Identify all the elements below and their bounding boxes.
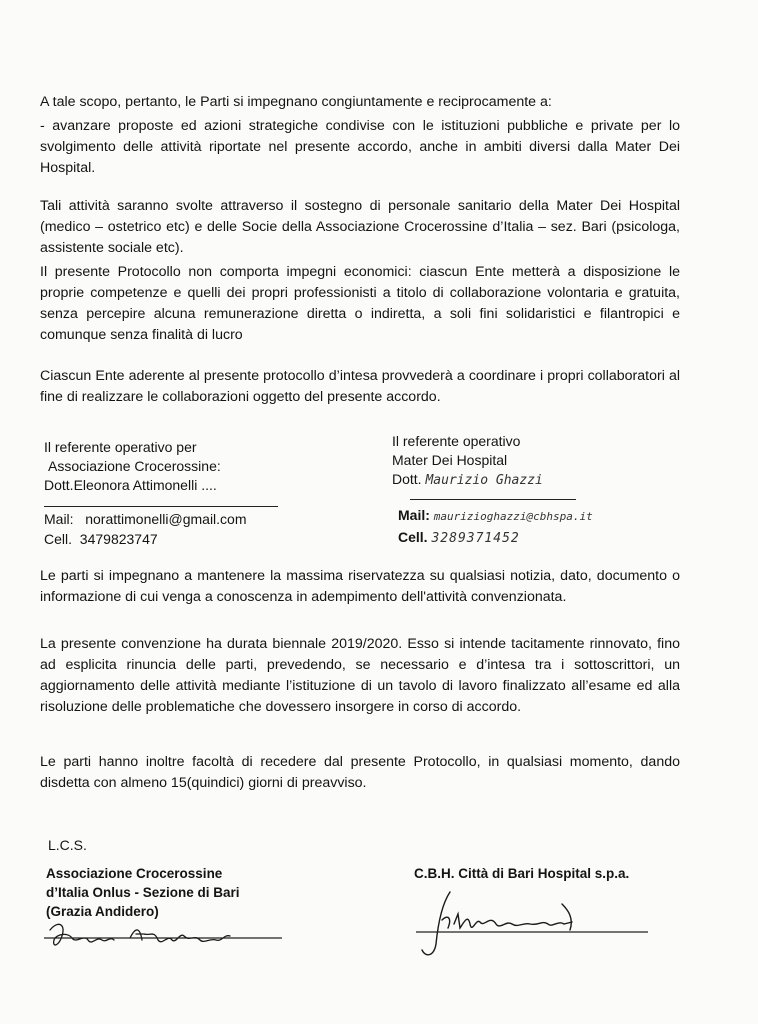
- paragraph-confidentiality: Le parti si impegnano a mantenere la massima riservatezza su qualsiasi notizia, dato, documento o informazione di cui venga a conoscenza in adempimento dell'attività convenzionata.: [40, 568, 680, 605]
- cell-label: Cell.: [44, 531, 73, 547]
- paragraph-duration: La presente convenzione ha durata biennale 2019/2020. Esso si intende tacitamente rinnovato, fino ad esplicita rinuncia delle parti, prevedendo, se necessario e d’intesa tra i sottoscrittori, un aggiornamento delle attività mediante l’istituzione di un tavolo di lavoro finalizzato all’esame ed alla risoluzione delle problematiche che dovessero insorgere in corso di accordo.: [40, 636, 680, 715]
- referent-right-name-prefix: Dott.: [392, 471, 422, 487]
- signatory-right-org: C.B.H. Città di Bari Hospital s.p.a.: [414, 866, 630, 881]
- referent-left-title: Il referente operativo per: [44, 439, 197, 455]
- signatory-left-org-line2: d’Italia Onlus - Sezione di Bari: [46, 885, 240, 900]
- referent-left-org: Associazione Crocerossine:: [48, 458, 221, 474]
- paragraph-economic: Il presente Protocollo non comporta impegni economici: ciascun Ente metterà a disposizione le proprie competenze e quelli dei propri professionisti a titolo di collaborazione volontaria e gratuita, senza percepire alcuna remunerazione diretta o indiretta, a soli fini solidaristici e filantropici e comunque senza finalità di lucro: [40, 264, 680, 343]
- signatory-left: [46, 864, 240, 921]
- mail-label: Mail:: [44, 511, 74, 527]
- referent-left-name: Dott.Eleonora Attimonelli ....: [44, 477, 217, 493]
- signatory-left-person: (Grazia Andidero): [46, 904, 159, 919]
- paragraph-activities: Tali attività saranno svolte attraverso il sostegno di personale sanitario della Mater Dei Hospital (medico – ostetrico etc) e delle Socie della Associazione Crocerossine d’Italia – sez. Bari (psicologa, assistente sociale etc).: [40, 198, 680, 256]
- paragraph-coordination: Ciascun Ente aderente al presente protocollo d’intesa provvederà a coordinare i propri collaboratori al fine di realizzare le collaborazioni oggetto del presente accordo.: [40, 368, 680, 405]
- referent-left-divider: [44, 506, 278, 507]
- intro-paragraph: A tale scopo, pertanto, le Parti si impegnano congiuntamente e reciprocamente a:: [40, 94, 552, 110]
- signature-left-image: [44, 916, 294, 958]
- referent-right-org: Mater Dei Hospital: [392, 452, 508, 468]
- referent-right-cell-handwritten: 3289371452: [431, 531, 520, 546]
- referent-right: [392, 432, 543, 490]
- referent-right-name-handwritten: Maurizio Ghazzi: [425, 473, 543, 488]
- referent-right-contacts: [398, 506, 593, 548]
- mail-label: Mail:: [398, 507, 430, 523]
- referent-left: [44, 438, 221, 495]
- signature-right-image: [412, 884, 662, 964]
- referent-left-contacts: [44, 510, 247, 549]
- referent-right-title: Il referente operativo: [392, 433, 521, 449]
- referent-left-mail: norattimonelli@gmail.com: [85, 511, 247, 527]
- signatory-left-org-line1: Associazione Crocerossine: [46, 866, 223, 881]
- referent-right-mail-handwritten: maurizioghazzi@cbhspa.it: [433, 510, 593, 523]
- paragraph-withdrawal: Le parti hanno inoltre facoltà di recedere dal presente Protocollo, in qualsiasi momento, dando disdetta con almeno 15(quindici) giorni di preavviso.: [40, 754, 680, 791]
- referent-right-divider: [410, 499, 576, 500]
- cell-label: Cell.: [398, 529, 428, 545]
- referent-left-cell: 3479823747: [79, 531, 158, 547]
- lcs-label: L.C.S.: [48, 837, 87, 853]
- paragraph-proposals: - avanzare proposte ed azioni strategiche condivise con le istituzioni pubbliche e private per lo svolgimento delle attività riportate nel presente accordo, anche in ambiti diversi dalla Mater Dei Hospital.: [40, 118, 680, 176]
